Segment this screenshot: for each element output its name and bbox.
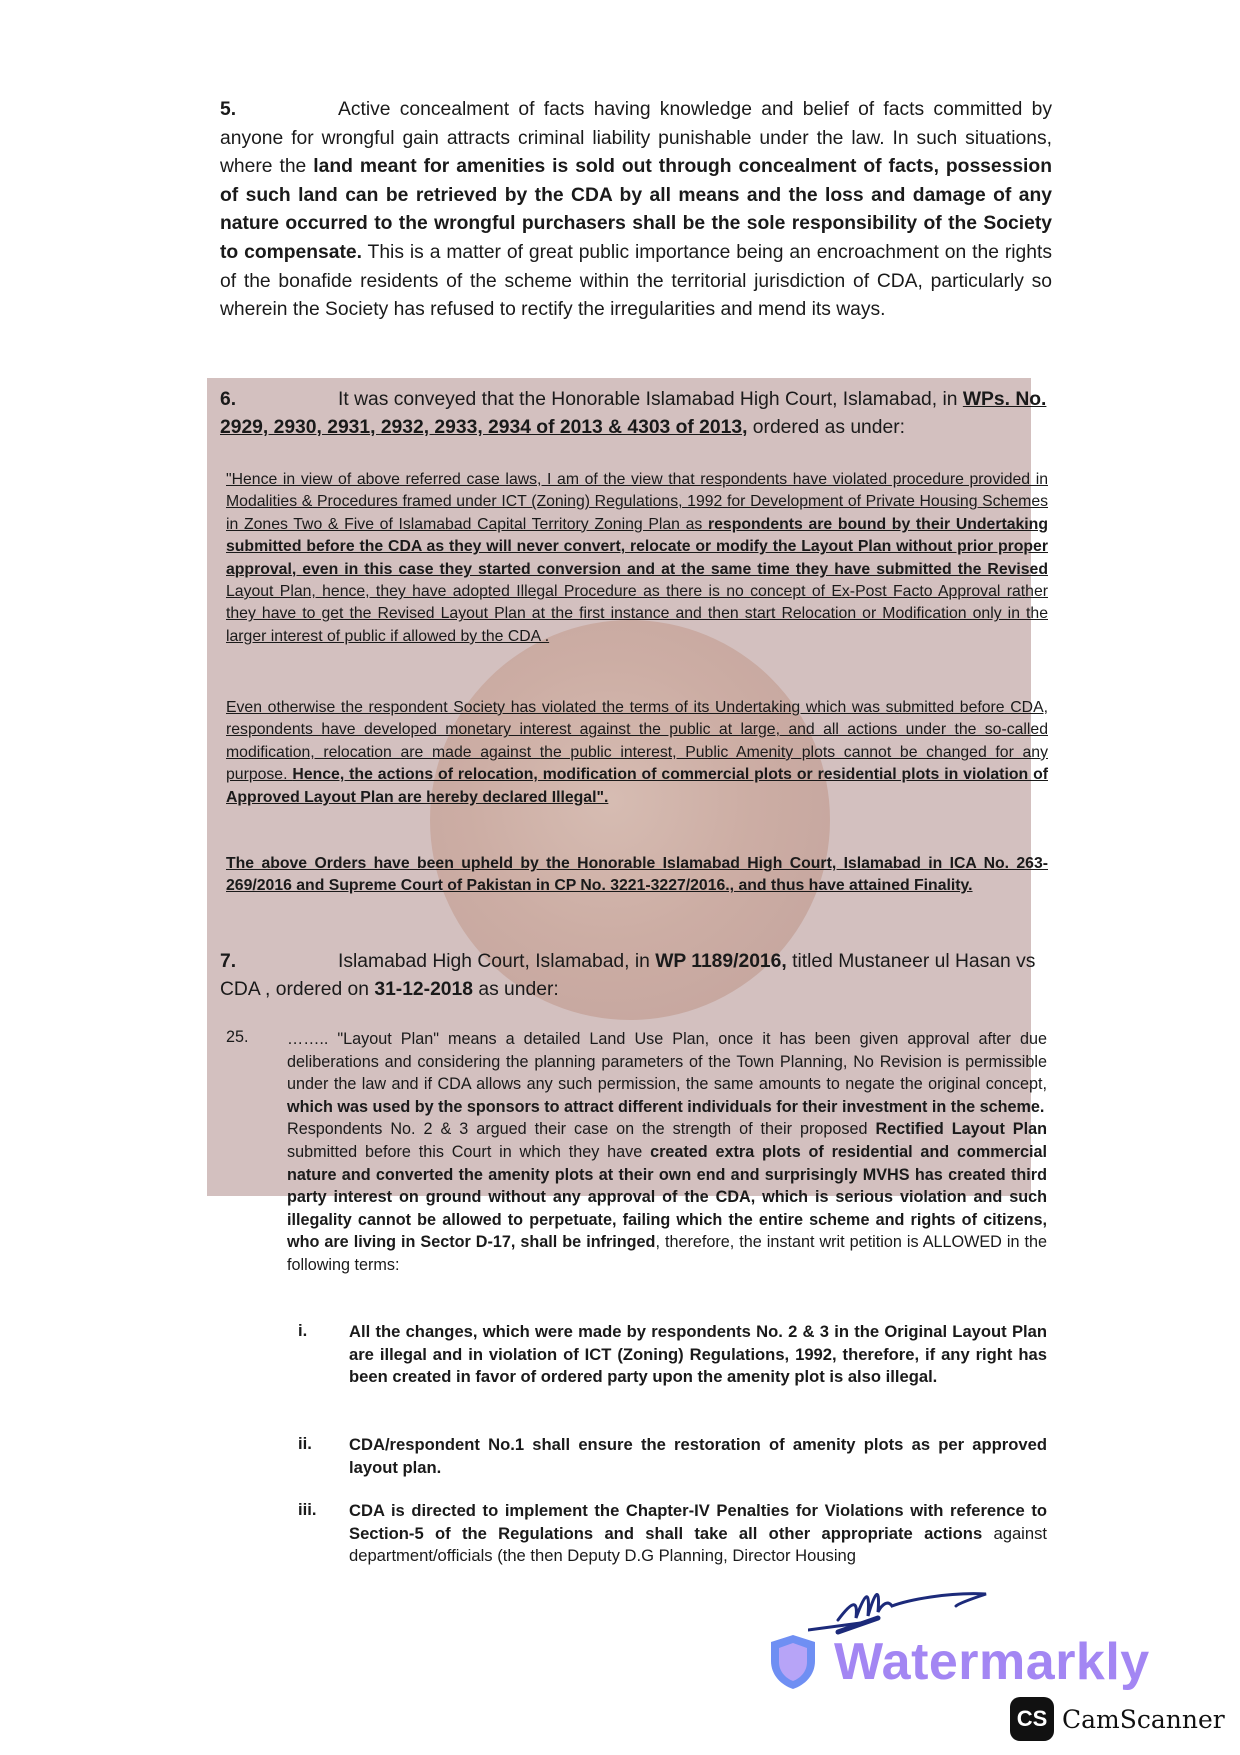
item-text: All the changes, which were made by respondents No. 2 & 3 in the Original Layout Plan are illegal and in violation of ICT (Zoning) Regulations, 1992, therefore, if any right has been created in favor of ordered party upon the amenity plot is also illegal. <box>349 1322 1047 1387</box>
paragraph-number: 6. <box>220 389 237 410</box>
paragraph-number: 25. <box>226 1028 249 1046</box>
quoted-order-2: Even otherwise the respondent Society has violated the terms of its Undertaking which was submitted before CDA, respondents have developed monetary interest against the public at large, and all actions under the so-called modification, relocation are made against the public interest, Public Amenity plots cannot be changed for any purpose. Hence, the actions of relocation, modification of commercial plots or residential plots in violation of Approved Layout Plan are hereby declared Illegal". <box>226 699 1048 806</box>
quoted-order-1: "Hence in view of above referred case laws, I am of the view that respondents have violated procedure provided in Modalities & Procedures framed under ICT (Zoning) Regulations, 1992 for Development of Private Housing Schemes in Zones Two & Five of Islamabad Capital Territory Zoning Plan as respondents are bound by their Undertaking submitted before the CDA as they will never convert, relocate or modify the Layout Plan without prior proper approval, even in this case they started conversion and at the same time they have submitted the Revised Layout Plan, hence, they have adopted Illegal Procedure as there is no concept of Ex-Post Facto Approval rather they have to get the Revised Layout Plan at the first instance and then start Relocation or Modification only in the larger interest of public if allowed by the CDA . <box>226 471 1048 645</box>
signature <box>808 1560 998 1640</box>
paragraph-number: 5. <box>220 99 237 120</box>
item-number: iii. <box>298 1500 317 1519</box>
paragraph-5: 5. Active concealment of facts having knowledge and belief of facts committed by anyone for wrongful gain attracts criminal liability punishable under the law. In such situations, where the land meant for amenities is sold out through concealment of facts, possession of such land can be retrieved by the CDA by all means and the loss and damage of any nature occurred to the wrongful purchasers shall be the sole responsibility of the Society to compensate. This is a matter of great public importance being an encroachment on the rights of the bonafide residents of the scheme within the territorial jurisdiction of CDA, particularly so wherein the Society has refused to rectify the irregularities and mend its ways. <box>220 96 1052 325</box>
paragraph-7: 7. Islamabad High Court, Islamabad, in WP 1189/2016, titled Mustaneer ul Hasan vs CDA , ordered on 31-12-2018 as under: <box>220 948 1052 1004</box>
upheld-note: The above Orders have been upheld by the Honorable Islamabad High Court, Islamabad in ICA No. 263-269/2016 and Supreme Court of Pakistan in CP No. 3221-3227/2016., and thus have attained Finality. <box>226 855 1048 895</box>
shield-icon <box>768 1633 818 1691</box>
camscanner-text: CamScanner <box>1062 1704 1225 1734</box>
camscanner-logo-icon: CS <box>1010 1697 1054 1741</box>
item-number: i. <box>298 1321 308 1340</box>
watermark-text: Watermarkly <box>834 1633 1150 1691</box>
paragraph-25: …….. "Layout Plan" means a detailed Land Use Plan, once it has been given approval after due deliberations and considering the planning parameters of the Town Planning, No Revision is permissible under the law and if CDA allows any such permission, the same amounts to negate the original concept, which was used by the sponsors to attract different individuals for their investment in the scheme. Respondents No. 2 & 3 argued their case on the strength of their proposed Rectified Layout Plan submitted before this Court in which they have created extra plots of residential and commercial nature and converted the amenity plots at their own end and surprisingly MVHS has created third party interest on ground without any approval of the CDA, which is serious violation and such illegality cannot be allowed to perpetuate, failing which the entire scheme and rights of citizens, who are living in Sector D-17, shall be infringed, therefore, the instant writ petition is ALLOWED in the following terms: <box>287 1030 1047 1274</box>
camscanner-badge <box>1010 1697 1225 1741</box>
case-numbers: WPs. No. 2929, 2930, 2931, 2932, 2933, 2934 of 2013 & 4303 of 2013, <box>220 389 1047 438</box>
paragraph-number: 7. <box>220 951 237 972</box>
item-number: ii. <box>298 1434 312 1453</box>
watermark <box>768 1630 1150 1694</box>
item-text: CDA is directed to implement the Chapter-IV Penalties for Violations with reference to Section-5 of the Regulations and shall take all other appropriate actions against department/officials (the then Deputy D.G Planning, Director Housing <box>349 1501 1047 1566</box>
paragraph-6: 6. It was conveyed that the Honorable Islamabad High Court, Islamabad, in WPs. No. 2929, 2930, 2931, 2932, 2933, 2934 of 2013 & 4303 of 2013, ordered as under: <box>220 386 1052 442</box>
item-text: CDA/respondent No.1 shall ensure the restoration of amenity plots as per approved layout plan. <box>349 1435 1047 1477</box>
